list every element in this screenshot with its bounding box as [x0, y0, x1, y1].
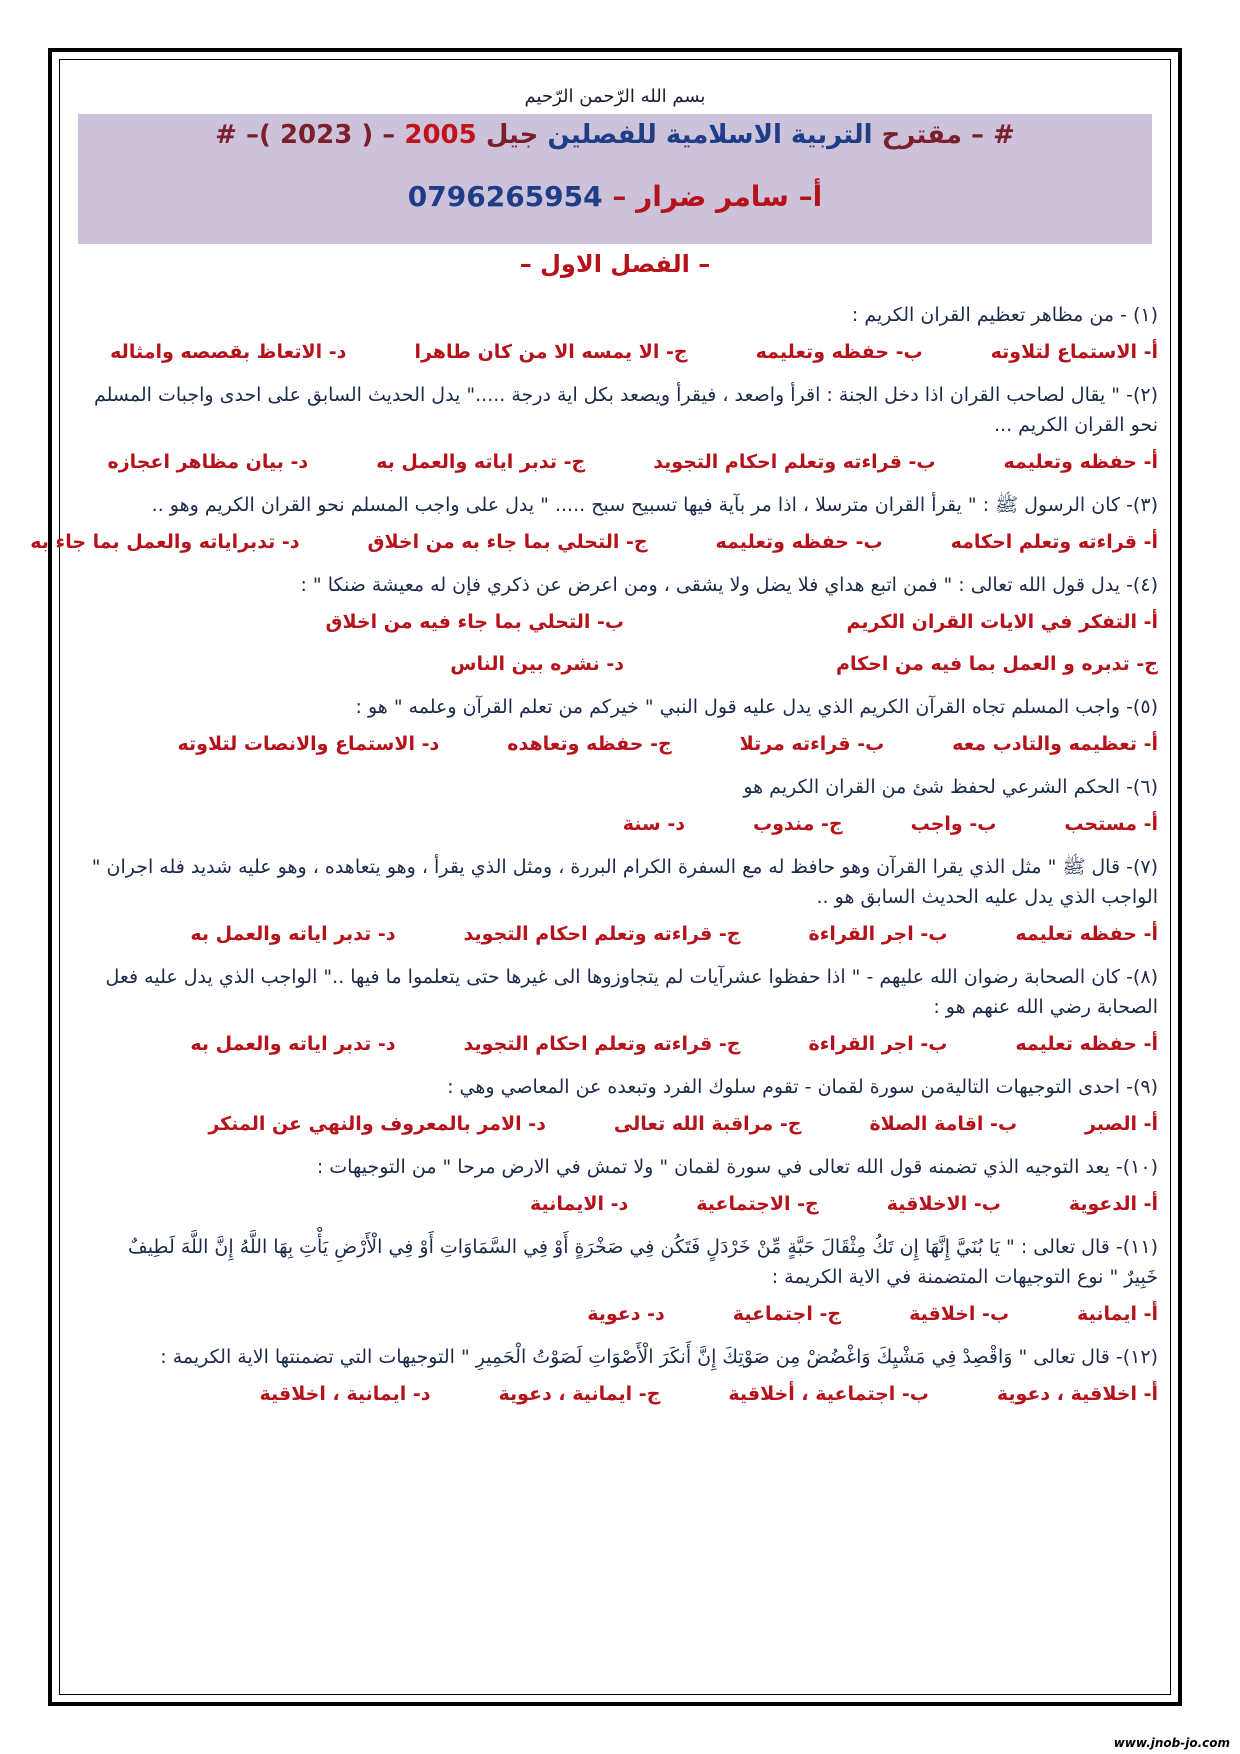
- answer-option: ب- واجب: [910, 813, 997, 835]
- page-frame-inner: [30, 59, 1171, 1695]
- options-row: [90, 1190, 1158, 1218]
- answer-option: د- ايمانية ، اخلاقية: [259, 1383, 431, 1405]
- answer-option: أ- اخلاقية ، دعوية: [996, 1383, 1158, 1405]
- question-text: (١٠)- يعد التوجيه الذي تضمنه قول الله تعالى في سورة لقمان " ولا تمش في الارض مرحا " من التوجيهات :: [316, 1156, 1158, 1178]
- answer-option: ج- اجتماعية: [732, 1303, 842, 1325]
- answer-option: ج- قراءته وتعلم احكام التجويد: [463, 1033, 741, 1055]
- title-suffix: – ( 2023 )– #: [215, 120, 396, 150]
- options-row: [90, 1110, 1158, 1138]
- question-text: (٦)- الحكم الشرعي لحفظ شئ من القران الكريم هو: [743, 776, 1158, 798]
- answer-option: أ- حفظه وتعليمه: [1003, 451, 1158, 473]
- question-text: (١٢)- قال تعالى " وَاقْصِدْ فِي مَشْيِكَ وَاغْضُضْ مِن صَوْتِكَ إِنَّ أَنكَرَ الْأَصْوَاتِ لَصَوْتُ الْحَمِيرِ " التوجيهات التي تضمنتها الاية الكريمة :: [160, 1346, 1158, 1368]
- options-row: [90, 650, 1158, 678]
- answer-option: د- تدبراياته والعمل بما جاء به: [30, 531, 300, 553]
- answer-option: أ- الاستماع لتلاوته: [990, 341, 1158, 363]
- options-row: [90, 448, 1158, 476]
- title-gen: جيل: [485, 120, 539, 150]
- answer-option: ب- حفظه وتعليمه: [715, 531, 883, 553]
- answer-option: أ- مستحب: [1064, 813, 1158, 835]
- question-text: (٤)- يدل قول الله تعالى : " فمن اتبع هداي فلا يضل ولا يشقى ، ومن اعرض عن ذكري فإن له معيشة ضنكا " :: [300, 574, 1158, 596]
- answer-option: ج- الا يمسه الا من كان طاهرا: [414, 341, 688, 363]
- answer-option: أ- تعظيمه والتادب معه: [952, 733, 1158, 755]
- answer-option: أ- قراءته وتعلم احكامه: [950, 531, 1158, 553]
- answer-option: ج- تدبر اياته والعمل به: [376, 451, 586, 473]
- answer-option: ج- ايمانية ، دعوية: [498, 1383, 661, 1405]
- questions-list: [30, 300, 1158, 1422]
- page-frame: [30, 48, 1182, 1706]
- answer-option: ج- مندوب: [752, 813, 843, 835]
- answer-option: ج- مراقبة الله تعالى: [613, 1113, 802, 1135]
- answer-option: ب- حفظه وتعليمه: [755, 341, 923, 363]
- basmala: بسم الله الرّحمن الرّحيم: [524, 86, 706, 107]
- options-row: [90, 920, 1158, 948]
- answer-option: ب- اجر القراءة: [808, 1033, 948, 1055]
- answer-option: ب- اجر القراءة: [808, 923, 948, 945]
- answer-option: ج- تدبره و العمل بما فيه من احكام: [836, 653, 1158, 675]
- answer-option: ب- اخلاقية: [909, 1303, 1010, 1325]
- answer-option: ج- حفظه وتعاهده: [507, 733, 672, 755]
- answer-option: د- تدبر اياته والعمل به: [190, 1033, 396, 1055]
- answer-option: د- تدبر اياته والعمل به: [190, 923, 396, 945]
- footer-site: www.jnob-jo.com: [1113, 1736, 1230, 1750]
- answer-option: أ- حفظه تعليمه: [1015, 1033, 1158, 1055]
- answer-option: أ- الدعوية: [1068, 1193, 1158, 1215]
- question-text: (٧)- قال ﷺ " مثل الذي يقرا القرآن وهو حافظ له مع السفرة الكرام البررة ، ومثل الذي يقرأ ، وهو يتعاهده ، وهو عليه شديد فله اجران " الواجب الذي يدل عليه الحديث السابق هو ..: [91, 856, 1158, 908]
- answer-option: ج- قراءته وتعلم احكام التجويد: [463, 923, 741, 945]
- answer-option: ب- الاخلاقية: [886, 1193, 1001, 1215]
- question-text: (٨)- كان الصحابة رضوان الله عليهم - " اذا حفظوا عشرآيات لم يتجاوزوها الى غيرها حتى يتعلموا ما فيها .." الواجب الذي يدل عليه فعل الصحابة رضي الله عنهم هو :: [105, 966, 1158, 1018]
- title-subject: التربية الاسلامية للفصلين: [547, 120, 873, 150]
- answer-option: ب- اقامة الصلاة: [869, 1113, 1018, 1135]
- answer-option: د- دعوية: [587, 1303, 665, 1325]
- title-year: 2005: [404, 120, 477, 150]
- chapter-title: – الفصل الاول –: [519, 250, 711, 278]
- options-row: [90, 810, 1158, 838]
- question-text: (٣)- كان الرسول ﷺ : " يقرأ القران مترسلا ، اذا مر بآية فيها تسبيح سبح ..... " يدل على واجب المسلم نحو القران الكريم وهو ..: [151, 494, 1158, 516]
- answer-option: أ- التفكر في الايات القران الكريم: [846, 611, 1158, 633]
- answer-option: د- الامر بالمعروف والنهي عن المنكر: [208, 1113, 546, 1135]
- answer-option: د- سنة: [622, 813, 685, 835]
- answer-option: د- الاتعاظ بقصصه وامثاله: [110, 341, 347, 363]
- options-row: [90, 1030, 1158, 1058]
- answer-option: أ- ايمانية: [1077, 1303, 1158, 1325]
- question-text: (١١)- قال تعالى : " يَا بُنَيَّ إِنَّهَا إِن تَكُ مِثْقَالَ حَبَّةٍ مِّنْ خَرْدَلٍ فَتَكُن فِي صَخْرَةٍ أَوْ فِي السَّمَاوَاتِ أَوْ فِي الْأَرْضِ يَأْتِ بِهَا اللَّهُ إِنَّ اللَّهَ لَطِيفٌ خَبِيرٌ " نوع التوجيهات المتضمنة في الاية الكريمة :: [128, 1236, 1158, 1288]
- options-row: [90, 608, 1158, 636]
- question-text: (٢)- " يقال لصاحب القران اذا دخل الجنة : اقرأ واصعد ، فيقرأ ويصعد بكل اية درجة ....." يدل الحديث السابق على احدى واجبات المسلم نحو القران الكريم ...: [93, 384, 1158, 436]
- answer-option: ب- التحلي بما جاء فيه من اخلاق: [325, 611, 624, 633]
- options-row: [30, 528, 1158, 556]
- header-box: [78, 114, 1152, 244]
- options-row: [90, 1380, 1158, 1408]
- answer-option: ب- قراءته وتعلم احكام التجويد: [653, 451, 936, 473]
- title-prefix: # – مقترح: [881, 120, 1015, 150]
- question-text: (١) - من مظاهر تعظيم القران الكريم :: [851, 304, 1158, 326]
- answer-option: ج- التحلي بما جاء به من اخلاق: [367, 531, 648, 553]
- answer-option: ب- قراءته مرتلا: [739, 733, 885, 755]
- question-text: (٩)- احدى التوجيهات التاليةمن سورة لقمان - تقوم سلوك الفرد وتبعده عن المعاصي وهي :: [447, 1076, 1158, 1098]
- header-author-line: [78, 180, 1152, 213]
- answer-option: د- الايمانية: [529, 1193, 629, 1215]
- author-phone: 0796265954: [407, 180, 603, 213]
- options-row: [90, 730, 1158, 758]
- answer-option: ب- اجتماعية ، أخلاقية: [728, 1383, 929, 1405]
- answer-option: د- الاستماع والانصات لتلاوته: [177, 733, 440, 755]
- answer-option: أ- حفظه تعليمه: [1015, 923, 1158, 945]
- question-text: (٥)- واجب المسلم تجاه القرآن الكريم الذي يدل عليه قول النبي " خيركم من تعلم القرآن وعلمه " هو :: [355, 696, 1158, 718]
- answer-option: ج- الاجتماعية: [696, 1193, 819, 1215]
- options-row: [90, 1300, 1158, 1328]
- author-name: أ– سامر ضرار –: [612, 180, 823, 213]
- answer-option: د- نشره بين الناس: [450, 653, 624, 675]
- answer-option: أ- الصبر: [1085, 1113, 1158, 1135]
- answer-option: د- بيان مظاهر اعجازه: [107, 451, 309, 473]
- header-title: [78, 120, 1152, 150]
- options-row: [90, 338, 1158, 366]
